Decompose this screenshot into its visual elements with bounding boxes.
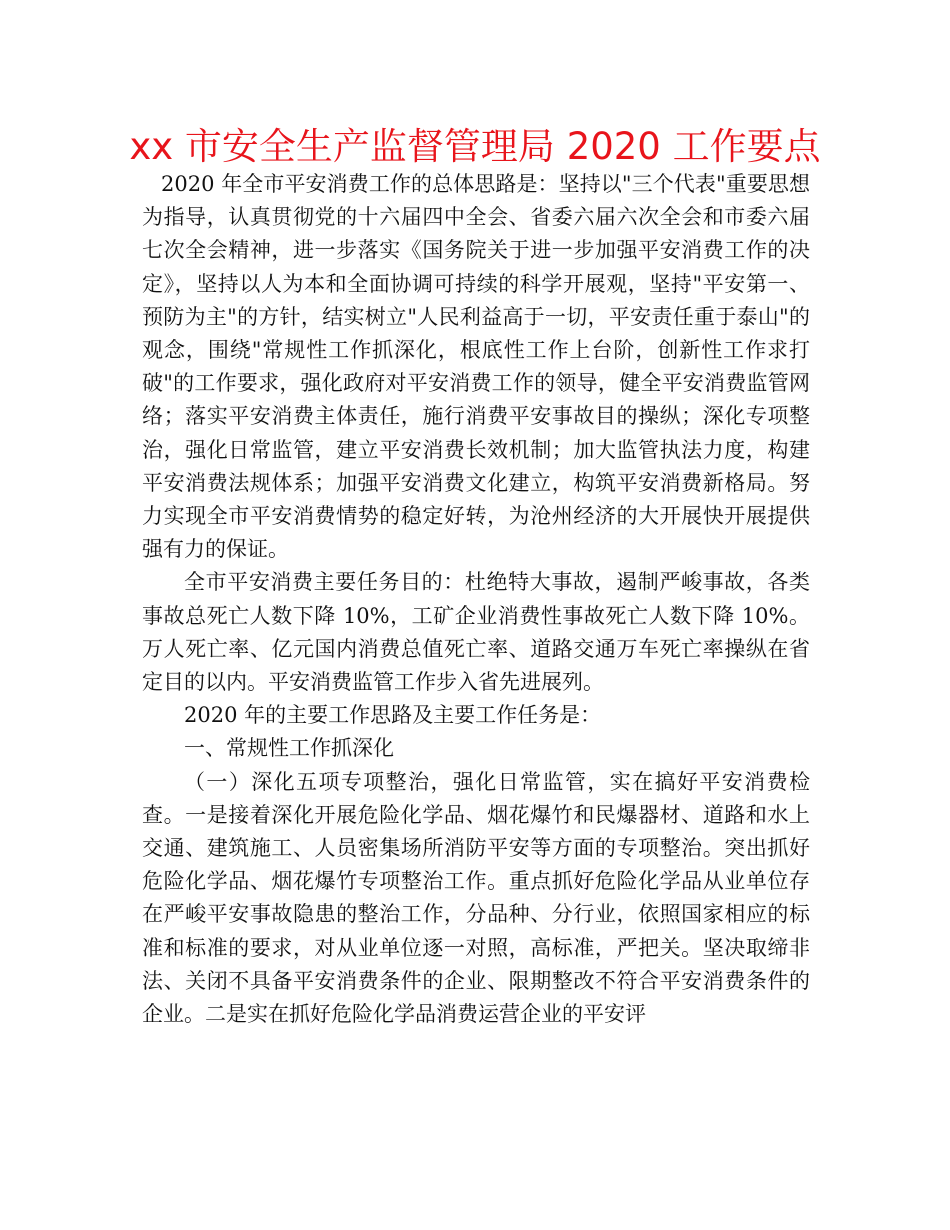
document-title: xx 市安全生产监督管理局 2020 工作要点 [129, 125, 821, 168]
paragraph-overall-approach: 2020 年全市平安消费工作的总体思路是：坚持以"三个代表"重要思想为指导，认真贯彻党的十六届四中全会、省委六届六次全会和市委六届七次全会精神，进一步落实《国务院关于进一步加强平安消费工作的决定》，坚持以人为本和全面协调可持续的科学开展观，坚持"平安第一、预防为主"的方针，结实树立"人民利益高于一切，平安责任重于泰山"的观念，围绕"常规性工作抓深化，根底性工作上台阶，创新性工作求打破"的工作要求，强化政府对平安消费工作的领导，健全平安消费监管网络；落实平安消费主体责任，施行消费平安事故目的操纵；深化专项整治，强化日常监管，建立平安消费长效机制；加大监管执法力度，构建平安消费法规体系；加强平安消费文化建立，构筑平安消费新格局。努力实现全市平安消费情势的稳定好转，为沧州经济的大开展快开展提供强有力的保证。 [142, 172, 810, 562]
paragraph-main-targets: 全市平安消费主要任务目的：杜绝特大事故，遏制严峻事故，各类事故总死亡人数下降 10%，工矿企业消费性事故死亡人数下降 10%。万人死亡率、亿元国内消费总值死亡率、道路交通万车死亡率操纵在省定目的以内。平安消费监管工作步入省先进展列。 [142, 570, 810, 695]
section-heading-routine-work: 一、常规性工作抓深化 [184, 736, 394, 761]
paragraph-work-plan-intro: 2020 年的主要工作思路及主要工作任务是： [184, 703, 602, 728]
paragraph-special-rectification: （一）深化五项专项整治，强化日常监管，实在搞好平安消费检查。一是接着深化开展危险化学品、烟花爆竹和民爆器材、道路和水上交通、建筑施工、人员密集场所消防平安等方面的专项整治。突出抓好危险化学品、烟花爆竹专项整治工作。重点抓好危险化学品从业单位存在严峻平安事故隐患的整治工作，分品种、分行业，依照国家相应的标准和标准的要求，对从业单位逐一对照，高标准，严把关。坚决取缔非法、关闭不具备平安消费条件的企业、限期整改不符合平安消费条件的企业。二是实在抓好危险化学品消费运营企业的平安评 [142, 769, 810, 1027]
document-body [142, 168, 810, 1031]
